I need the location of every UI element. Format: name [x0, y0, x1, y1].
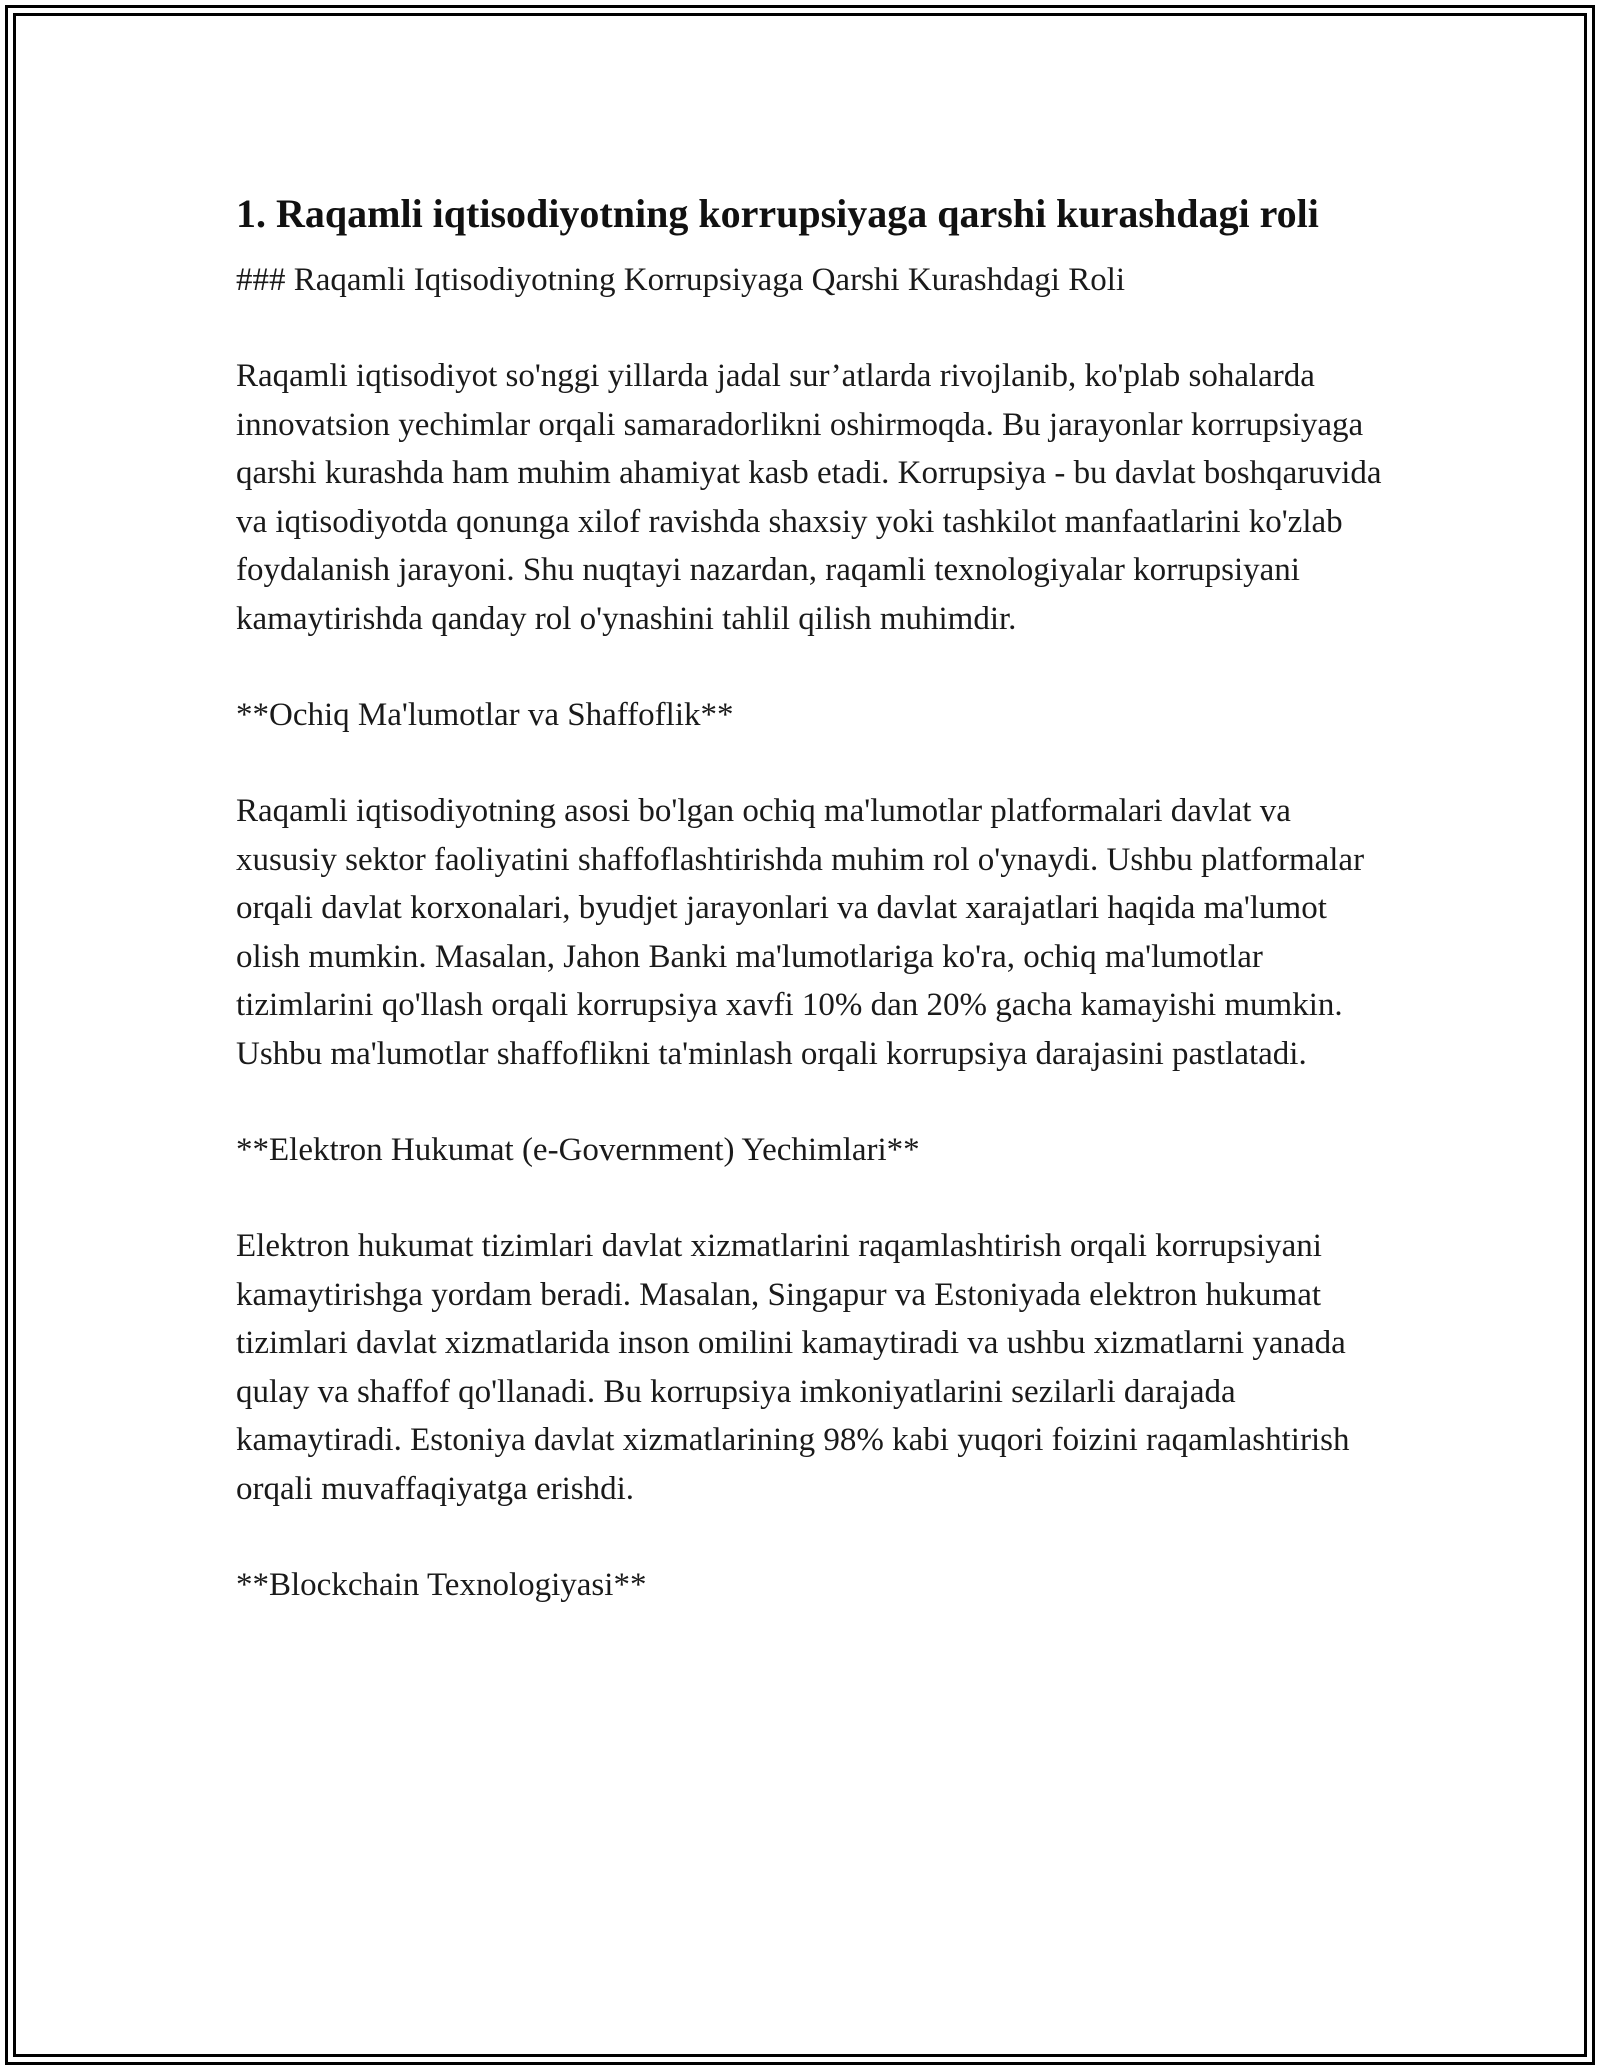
section-paragraph-e-government: Elektron hukumat tizimlari davlat xizmatlarini raqamlashtirish orqali korrupsiyani kamaytirishga yordam beradi. Masalan, Singapur va Estoniyada elektron hukumat tizimlari davlat xizmatlarida inson omilini kamaytiradi va ushbu xizmatlarni yanada qulay va shaffof qo'llanadi. Bu korrupsiya imkoniyatlarini sezilarli darajada kamaytiradi. Estoniya davlat xizmatlarining 98% kabi yuqori foizini raqamlashtirish orqali muvaffaqiyatga erishdi.	[236, 1228, 1350, 1507]
section-heading-blockchain: **Blockchain Texnologiyasi**	[236, 1567, 647, 1603]
section-heading-e-government: **Elektron Hukumat (e-Government) Yechimlari**	[236, 1132, 920, 1168]
document-page	[236, 186, 1386, 1657]
intro-paragraph: Raqamli iqtisodiyot so'nggi yillarda jadal sur’atlarda rivojlanib, ko'plab sohalarda innovatsion yechimlar orqali samaradorlikni oshirmoqda. Bu jarayonlar korrupsiyaga qarshi kurashda ham muhim ahamiyat kasb etadi. Korrupsiya - bu davlat boshqaruvida va iqtisodiyotda qonunga xilof ravishda shaxsiy yoki tashkilot manfaatlarini ko'zlab foydalanish jarayoni. Shu nuqtayi nazardan, raqamli texnologiyalar korrupsiyani kamaytirishda qanday rol o'ynashini tahlil qilish muhimdir.	[236, 358, 1382, 637]
document-subheading: ### Raqamli Iqtisodiyotning Korrupsiyaga Qarshi Kurashdagi Roli	[236, 262, 1126, 298]
section-paragraph-open-data: Raqamli iqtisodiyotning asosi bo'lgan ochiq ma'lumotlar platformalari davlat va xususiy sektor faoliyatini shaffoflashtirishda muhim rol o'ynaydi. Ushbu platformalar orqali davlat korxonalari, byudjet jarayonlari va davlat xarajatlari haqida ma'lumot olish mumkin. Masalan, Jahon Banki ma'lumotlariga ko'ra, ochiq ma'lumotlar tizimlarini qo'llash orqali korrupsiya xavfi 10% dan 20% gacha kamayishi mumkin. Ushbu ma'lumotlar shaffoflikni ta'minlash orqali korrupsiya darajasini pastlatadi.	[236, 793, 1365, 1072]
document-title: 1. Raqamli iqtisodiyotning korrupsiyaga qarshi kurashdagi roli	[236, 191, 1319, 236]
section-heading-open-data: **Ochiq Ma'lumotlar va Shaffoflik**	[236, 697, 734, 733]
